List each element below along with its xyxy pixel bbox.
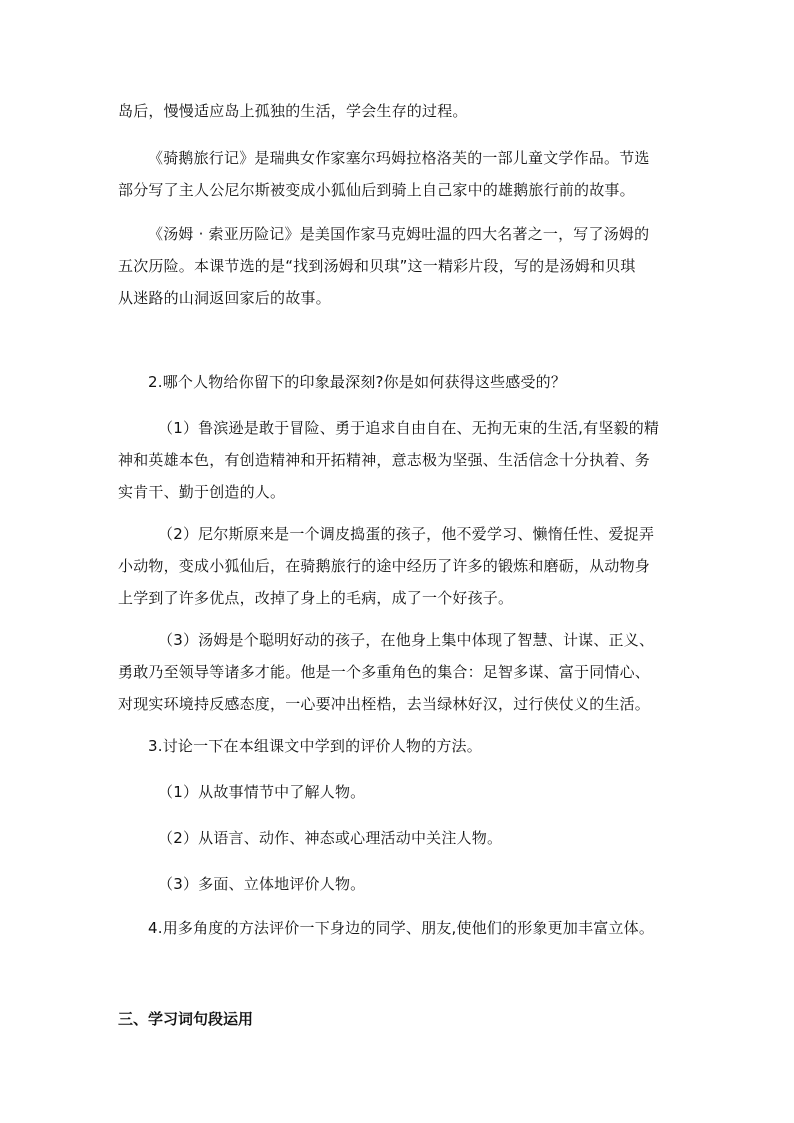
answer-robinson — [118, 412, 684, 508]
question-text: 2.哪个人物给你留下的印象最深刻?你是如何获得这些感受的？ — [148, 373, 567, 391]
text-line: （1）鲁滨逊是敢于冒险、勇于追求自由自在、无拘无束的生活,有坚毅的精 — [158, 419, 660, 437]
method-item-1 — [118, 776, 684, 808]
answer-nils — [118, 518, 684, 614]
text-line: （2）尼尔斯原来是一个调皮捣蛋的孩子，他不爱学习、懒惰任性、爱捉弄 — [158, 525, 655, 543]
text-line: 《骑鹅旅行记》是瑞典女作家塞尔玛姆拉格洛芙的一部儿童文学作品。节选 — [148, 149, 650, 167]
text-line: （3）汤姆是个聪明好动的孩子，在他身上集中体现了智慧、计谋、正义、 — [158, 631, 655, 649]
text-line: 勇敢乃至领导等诸多才能。他是一个多重角色的集合：足智多谋、富于同情心、 — [118, 663, 651, 681]
question-3 — [118, 730, 684, 762]
text-line: 实肯干、勤于创造的人。 — [118, 483, 286, 501]
question-2 — [118, 366, 684, 398]
list-item: （1）从故事情节中了解人物。 — [158, 783, 366, 801]
text-line: 上学到了许多优点，改掉了身上的毛病，成了一个好孩子。 — [118, 589, 514, 607]
text-line: 岛后，慢慢适应岛上孤独的生活，学会生存的过程。 — [118, 102, 468, 120]
question-4 — [118, 912, 684, 944]
robinson-summary-tail — [118, 95, 684, 127]
section-heading: 三、学习词句段运用 — [118, 1010, 254, 1028]
list-item: （3）多面、立体地评价人物。 — [158, 875, 366, 893]
text-line: 神和英雄本色，有创造精神和开拓精神，意志极为坚强、生活信念十分执着、务 — [118, 451, 651, 469]
text-line: 五次历险。本课节选的是“找到汤姆和贝琪”这一精彩片段，写的是汤姆和贝琪 — [118, 257, 636, 275]
nils-summary — [118, 142, 684, 206]
question-text: 4.用多角度的方法评价一下身边的同学、朋友,使他们的形象更加丰富立体。 — [148, 919, 655, 937]
question-text: 3.讨论一下在本组课文中学到的评价人物的方法。 — [148, 737, 482, 755]
text-line: 对现实环境持反感态度，一心要冲出桎梏，去当绿林好汉，过行侠仗义的生活。 — [118, 695, 651, 713]
method-item-2 — [118, 822, 684, 854]
text-line: 部分写了主人公尼尔斯被变成小狐仙后到骑上自己家中的雄鹅旅行前的故事。 — [118, 181, 635, 199]
text-line: 《汤姆 · 索亚历险记》是美国作家马克姆吐温的四大名著之一，写了汤姆的 — [148, 225, 650, 243]
text-line: 小动物，变成小狐仙后，在骑鹅旅行的途中经历了许多的锻炼和磨砺，从动物身 — [118, 557, 651, 575]
text-line: 从迷路的山洞返回家后的故事。 — [118, 289, 331, 307]
tom-summary — [118, 218, 684, 314]
method-item-3 — [118, 868, 684, 900]
answer-tom — [118, 624, 684, 720]
list-item: （2）从语言、动作、神态或心理活动中关注人物。 — [158, 829, 503, 847]
